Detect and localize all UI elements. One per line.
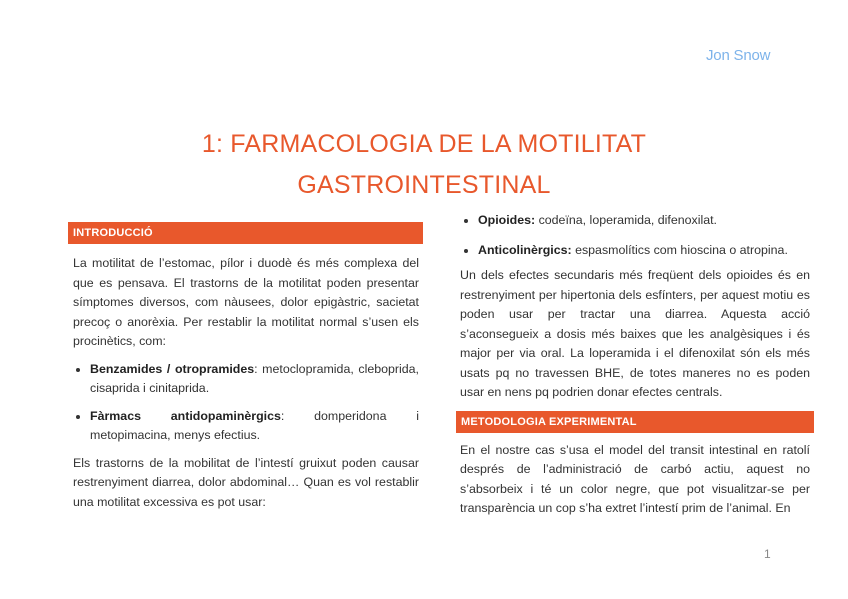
list-item bbox=[90, 360, 423, 399]
list-item-term: Fàrmacs antidopaminèrgics bbox=[90, 408, 281, 423]
list-item-text: espasmolítics com hioscina o atropina. bbox=[571, 242, 788, 257]
left-column bbox=[68, 222, 423, 512]
opioids-paragraph: Un dels efectes secundaris més freqüent dels opioides és en restrenyiment per hipertonia dels esfínters, per aquest motiu es poden usar per tractar una diarrea. Aquesta acció s’aconsegueix a dosis més baixes que les analgèsiques i és major per via oral. La loperamida i el difenoxilat són els més usats pq no travessen BHE, de totes maneres no es poden usar en nens pq podrien donar efectes centrals. bbox=[460, 268, 810, 399]
intro-paragraph: La motilitat de l’estomac, pílor i duodè és més complexa del que es pensava. El trastorns de la motilitat poden presentar símptomes diversos, com nàusees, dolor epigàstric, sacietat precoç o anorèxia. Per restablir la motilitat normal s’usen els procinètics, com: bbox=[73, 256, 419, 348]
list-item-text: : domperidona i metopimacina, menys efectius. bbox=[90, 408, 419, 442]
outro-paragraph: Els trastorns de la mobilitat de l’intestí gruixut poden causar restrenyiment diarrea, dolor abdominal… Quan es vol restablir una motilitat excessiva es pot usar: bbox=[73, 455, 419, 509]
right-column bbox=[456, 211, 814, 519]
title-line-2: GASTROINTESTINAL bbox=[297, 171, 551, 199]
title-line-1: 1: FARMACOLOGIA DE LA MOTILITAT bbox=[201, 130, 647, 158]
list-item bbox=[478, 211, 814, 231]
page-number: 1 bbox=[764, 547, 771, 561]
procinetics-list bbox=[68, 360, 423, 446]
author-name: Jon Snow bbox=[706, 47, 771, 64]
antidiarrheal-list bbox=[456, 211, 814, 260]
method-paragraph: En el nostre cas s’usa el model del transit intestinal en ratolí després de l’administració de carbó actiu, aquest no s’absorbeix i té un color negre, que pot visualitzar-se per transparència un cop s’ha extret l’intestí prim de l’animal. En bbox=[460, 442, 810, 515]
list-item bbox=[90, 407, 423, 446]
list-item-text: : metoclopramida, cleboprida, cisaprida i cinitaprida. bbox=[90, 361, 419, 395]
section-heading-metodologia: METODOLOGIA EXPERIMENTAL bbox=[456, 411, 814, 433]
list-item-term: Benzamides / otropramides bbox=[90, 361, 255, 376]
list-item bbox=[478, 241, 814, 261]
page-title bbox=[0, 124, 848, 206]
list-item-term: Anticolinèrgics: bbox=[478, 242, 572, 257]
section-heading-introduccio: INTRODUCCIÓ bbox=[68, 222, 423, 244]
list-item-text: codeïna, loperamida, difenoxilat. bbox=[535, 213, 717, 227]
list-item-term: Opioides: bbox=[478, 213, 536, 227]
